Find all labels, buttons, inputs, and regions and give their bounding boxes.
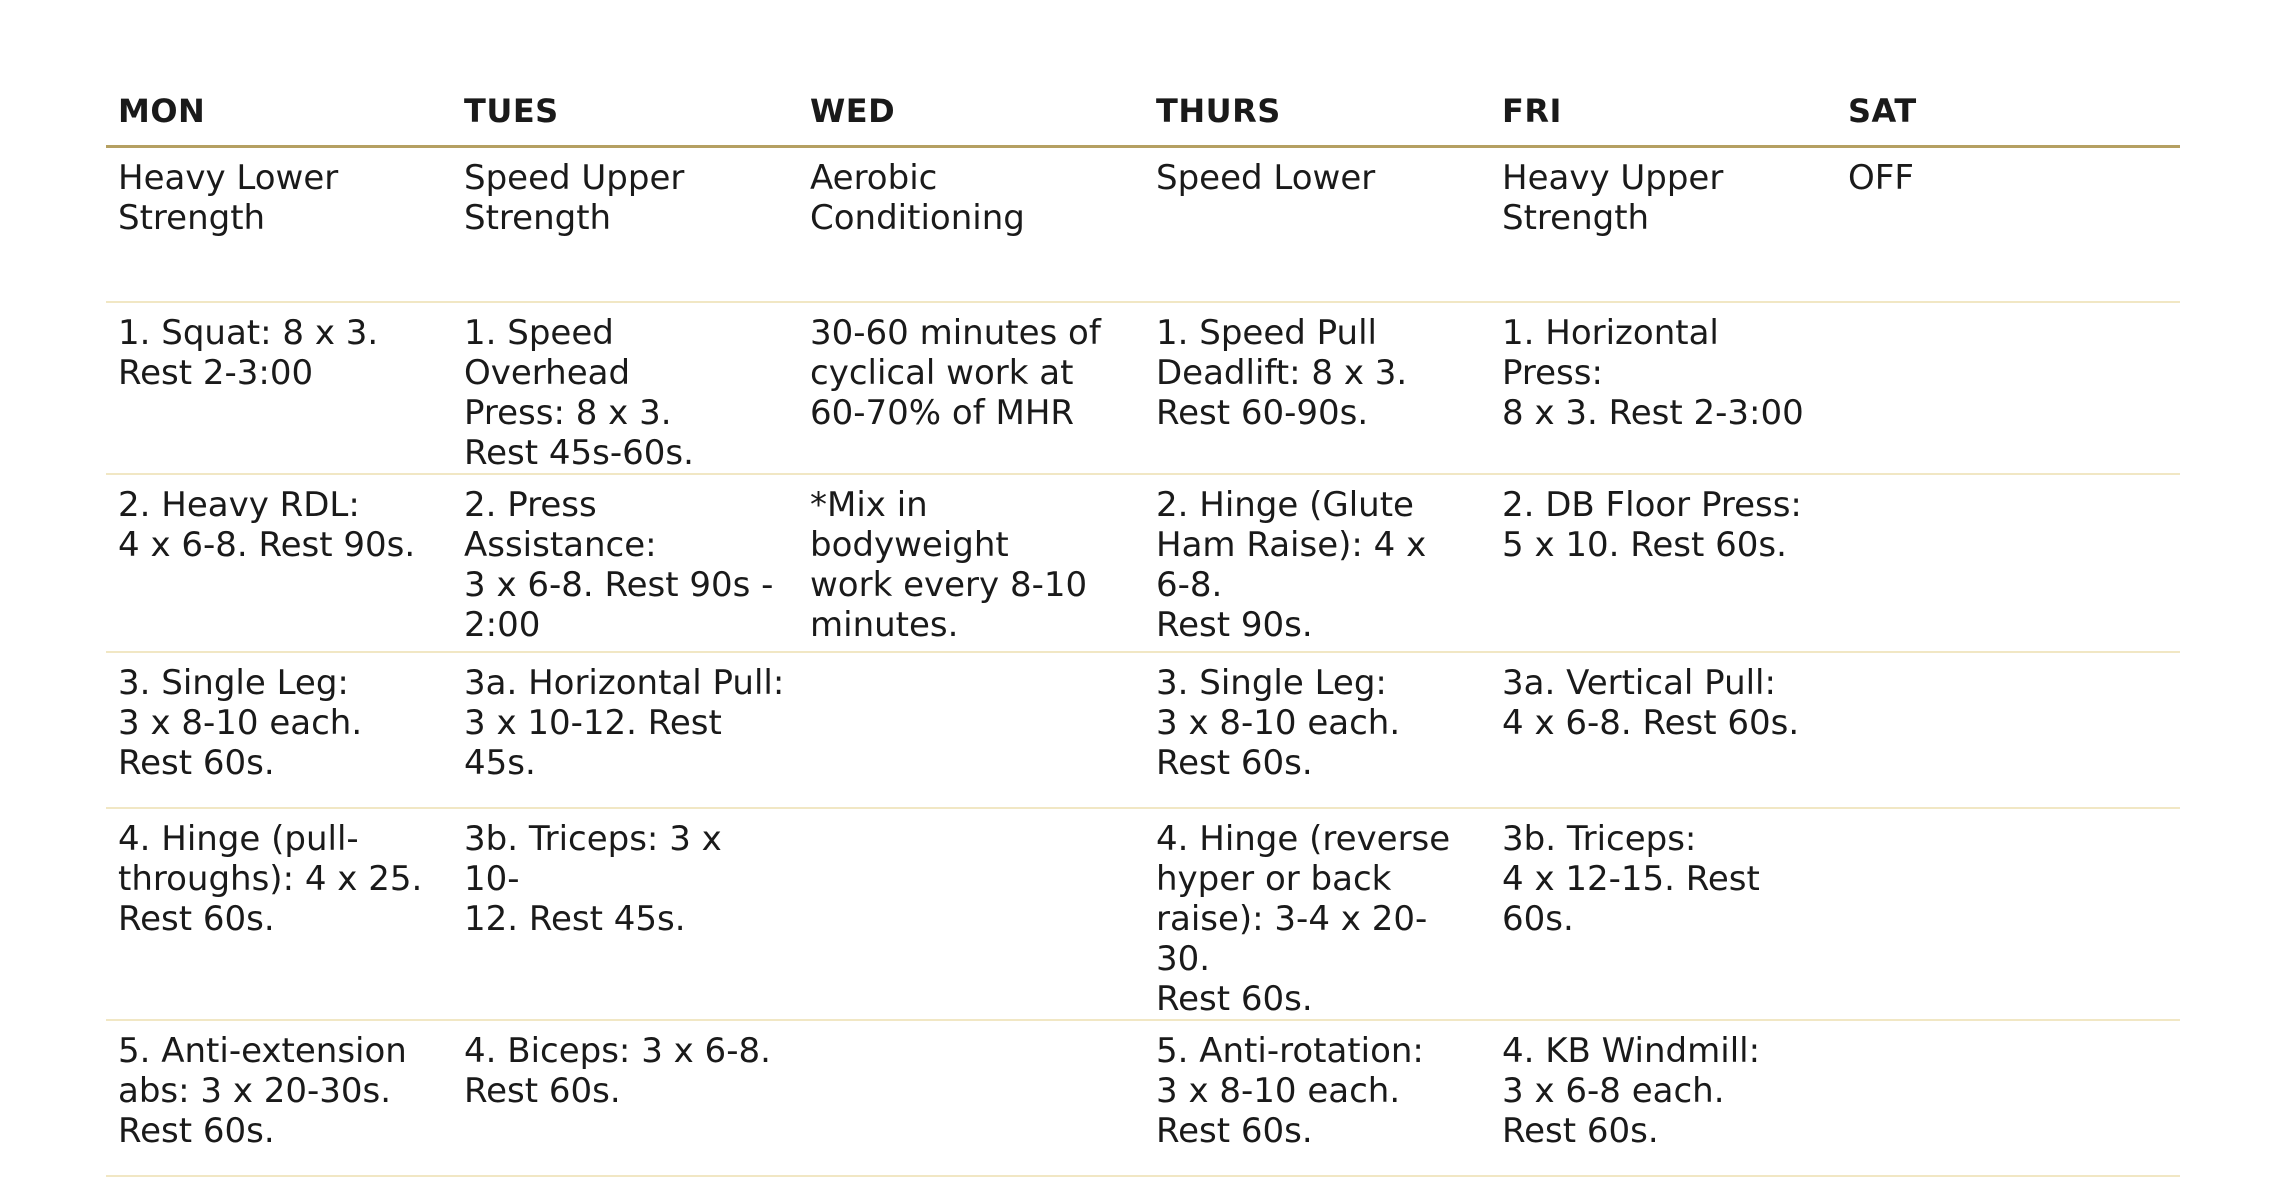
table-cell: *Mix in bodyweight work every 8-10 minutes. [798,474,1144,652]
day-header-tues: TUES [452,78,798,146]
table-cell: 1. Speed Pull Deadlift: 8 x 3. Rest 60-90s. [1144,302,1490,474]
table-cell [1836,474,2180,652]
table-cell [1836,808,2180,1020]
table-cell [798,808,1144,1020]
table-cell: 2. Press Assistance: 3 x 6-8. Rest 90s - 2:00 [452,474,798,652]
table-row [106,1020,2180,1176]
table-row [106,808,2180,1020]
table-row [106,302,2180,474]
table-cell: 5. Anti-rotation: 3 x 8-10 each. Rest 60s. [1144,1020,1490,1176]
table-cell: 2. DB Floor Press: 5 x 10. Rest 60s. [1490,474,1836,652]
table-cell: 3. Single Leg: 3 x 8-10 each. Rest 60s. [1144,652,1490,808]
table-cell: 4. Hinge (reverse hyper or back raise): 3-4 x 20-30. Rest 60s. [1144,808,1490,1020]
table-cell: Speed Upper Strength [452,146,798,302]
table-cell: 3b. Triceps: 4 x 12-15. Rest 60s. [1490,808,1836,1020]
table-cell: 1. Horizontal Press: 8 x 3. Rest 2-3:00 [1490,302,1836,474]
table-cell: 30-60 minutes of cyclical work at 60-70% of MHR [798,302,1144,474]
table-cell: 3a. Horizontal Pull: 3 x 10-12. Rest 45s. [452,652,798,808]
table-cell: Heavy Upper Strength [1490,146,1836,302]
table-cell: 4. KB Windmill: 3 x 6-8 each. Rest 60s. [1490,1020,1836,1176]
table-cell: OFF [1836,146,2180,302]
table-row [106,652,2180,808]
table-cell: 1. Speed Overhead Press: 8 x 3. Rest 45s-60s. [452,302,798,474]
day-header-sat: SAT [1836,78,2180,146]
table-cell: Heavy Lower Strength [106,146,452,302]
table-cell: 3. Single Leg: 3 x 8-10 each. Rest 60s. [106,652,452,808]
table-cell: 2. Hinge (Glute Ham Raise): 4 x 6-8. Rest 90s. [1144,474,1490,652]
day-header-fri: FRI [1490,78,1836,146]
table-cell: 3b. Triceps: 3 x 10- 12. Rest 45s. [452,808,798,1020]
day-header-wed: WED [798,78,1144,146]
table-cell [798,652,1144,808]
table-cell [1836,1020,2180,1176]
table-cell: 5. Anti-extension abs: 3 x 20-30s. Rest 60s. [106,1020,452,1176]
table-cell [1836,302,2180,474]
table-row-session-focus [106,146,2180,302]
table-cell: Aerobic Conditioning [798,146,1144,302]
table-cell: 4. Biceps: 3 x 6-8. Rest 60s. [452,1020,798,1176]
weekly-schedule-table [106,78,2180,1177]
table-cell [798,1020,1144,1176]
table-cell: 3a. Vertical Pull: 4 x 6-8. Rest 60s. [1490,652,1836,808]
table-cell: 2. Heavy RDL: 4 x 6-8. Rest 90s. [106,474,452,652]
table-cell [1836,652,2180,808]
header-row [106,78,2180,146]
table-header [106,78,2180,146]
day-header-thurs: THURS [1144,78,1490,146]
table-cell: 4. Hinge (pull- throughs): 4 x 25. Rest 60s. [106,808,452,1020]
table-cell: 1. Squat: 8 x 3. Rest 2-3:00 [106,302,452,474]
table-row [106,474,2180,652]
table-body [106,146,2180,1176]
table-cell: Speed Lower [1144,146,1490,302]
day-header-mon: MON [106,78,452,146]
